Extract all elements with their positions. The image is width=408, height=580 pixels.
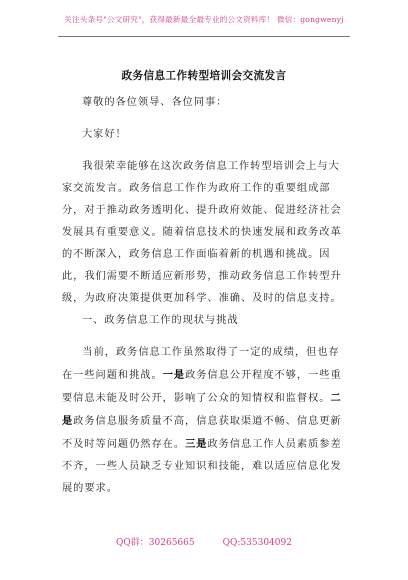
point-2-text: 政务信息服务质量不高，信息获取渠道不畅、信息更新不及时等问题仍然存在。	[62, 416, 342, 450]
point-2-label: 二是	[62, 392, 342, 427]
footer-qq-group: QQ群：30265665	[116, 538, 195, 548]
header-banner: 关注头条号"公文研究"，获得最新最全最专业的公文资料库！ 微信：gongwenyj	[64, 15, 344, 24]
footer-qq-contact: QQ:535304092	[222, 538, 292, 548]
salutation: 尊敬的各位领导、各位同事：	[82, 97, 228, 108]
paragraph-challenges	[62, 342, 344, 500]
footer-contact	[0, 535, 408, 548]
greeting: 大家好！	[82, 129, 127, 140]
point-1-label: 一是	[162, 369, 186, 381]
point-1-text: 政务信息公开程度不够，一些重要信息未能及时公开，影响了公众的知情权和监督权。	[62, 370, 342, 404]
document-title: 政务信息工作转型培训会交流发言	[121, 70, 287, 82]
paragraph-intro: 我很荣幸能够在这次政务信息工作转型培训会上与大家交流发言。政务信息工作作为政府工作的重要组成部分，对于推动政务透明化、提升政府效能、促进经济社会发展具有重要意义。随着信息技术的快速发展和政务改革的不断深入，政务信息工作面临着新的机遇和挑战。因此，我们需要不断适应新形势，推动政务信息工作转型升级，为政府决策提供更加科学、准确、及时的信息支持。	[62, 161, 342, 304]
challenges-intro: 当前，政务信息工作虽然取得了一定的成绩，但也存在一些问题和挑战。	[62, 347, 340, 381]
section-heading: 一、政务信息工作的现状与挑战	[82, 315, 239, 326]
header-divider	[58, 36, 350, 37]
point-3-text: 政务信息工作人员素质参差不齐，一些人员缺乏专业知识和技能，难以适应信息化发展的要求。	[62, 439, 342, 494]
point-3-label: 三是	[185, 438, 208, 450]
